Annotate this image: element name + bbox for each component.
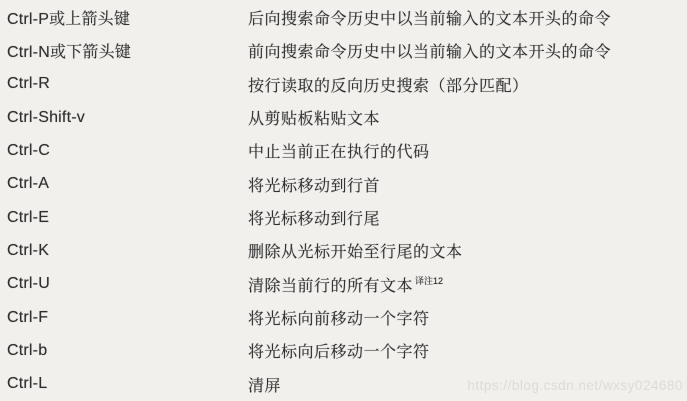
- shortcut-description: [248, 139, 432, 162]
- shortcut-description: [248, 373, 283, 396]
- shortcut-description-text: 将光标移动到行尾: [248, 211, 381, 229]
- shortcut-description-text: 中止当前正在执行的代码: [248, 144, 430, 162]
- table-row: [0, 268, 687, 301]
- shortcut-description: [248, 6, 613, 29]
- shortcut-description: [248, 306, 432, 329]
- shortcut-key: Ctrl-C: [7, 141, 50, 159]
- shortcut-description-text: 将光标移动到行首: [248, 177, 381, 195]
- table-row: [0, 334, 687, 367]
- table-row: [0, 168, 687, 201]
- shortcut-description: [248, 206, 382, 229]
- table-row: [0, 1, 687, 34]
- shortcut-description: [248, 73, 531, 96]
- shortcut-description-text: 删除从光标开始至行尾的文本: [248, 244, 463, 262]
- shortcut-description-text: 按行读取的反向历史搜索（部分匹配）: [248, 77, 529, 95]
- shortcut-description: [248, 239, 465, 262]
- shortcut-description: [248, 106, 382, 129]
- table-row: [0, 101, 687, 134]
- shortcut-description-text: 清屏: [248, 377, 282, 395]
- shortcut-key: Ctrl-K: [7, 241, 50, 259]
- shortcut-description-text: 将光标向后移动一个字符: [248, 344, 430, 362]
- shortcut-description-text: 从剪贴板粘贴文本: [248, 111, 381, 129]
- shortcut-key: Ctrl-U: [7, 275, 50, 293]
- table-row: [0, 68, 687, 101]
- shortcut-description-text: 后向搜索命令历史中以当前输入的文本开头的命令: [248, 11, 612, 29]
- shortcut-description-text: 前向搜索命令历史中以当前输入的文本开头的命令: [248, 44, 612, 62]
- shortcut-key: Ctrl-A: [7, 175, 50, 193]
- shortcut-key: Ctrl-R: [7, 75, 50, 93]
- shortcut-key: Ctrl-Shift-v: [7, 108, 85, 126]
- table-row: [0, 134, 687, 167]
- shortcut-key: Ctrl-P或上箭头键: [7, 11, 131, 29]
- footnote-marker: 译注12: [415, 276, 444, 287]
- shortcut-description: [248, 173, 382, 196]
- shortcut-key: Ctrl-L: [7, 375, 48, 393]
- watermark-url: https://blog.csdn.net/wxsy024680: [467, 378, 683, 393]
- shortcut-description: [248, 339, 432, 362]
- shortcut-description-text: 将光标向前移动一个字符: [248, 311, 430, 329]
- shortcut-description: [248, 39, 613, 62]
- table-row: [0, 234, 687, 267]
- table-row: [0, 34, 687, 67]
- shortcut-key: Ctrl-N或下箭头键: [7, 44, 131, 62]
- shortcut-key: Ctrl-b: [7, 341, 48, 359]
- shortcut-description: [248, 273, 443, 296]
- table-row: [0, 301, 687, 334]
- shortcut-description-text: 清除当前行的所有文本: [248, 277, 414, 295]
- table-row: [0, 201, 687, 234]
- shortcut-key: Ctrl-E: [7, 208, 50, 226]
- shortcut-key: Ctrl-F: [7, 308, 49, 326]
